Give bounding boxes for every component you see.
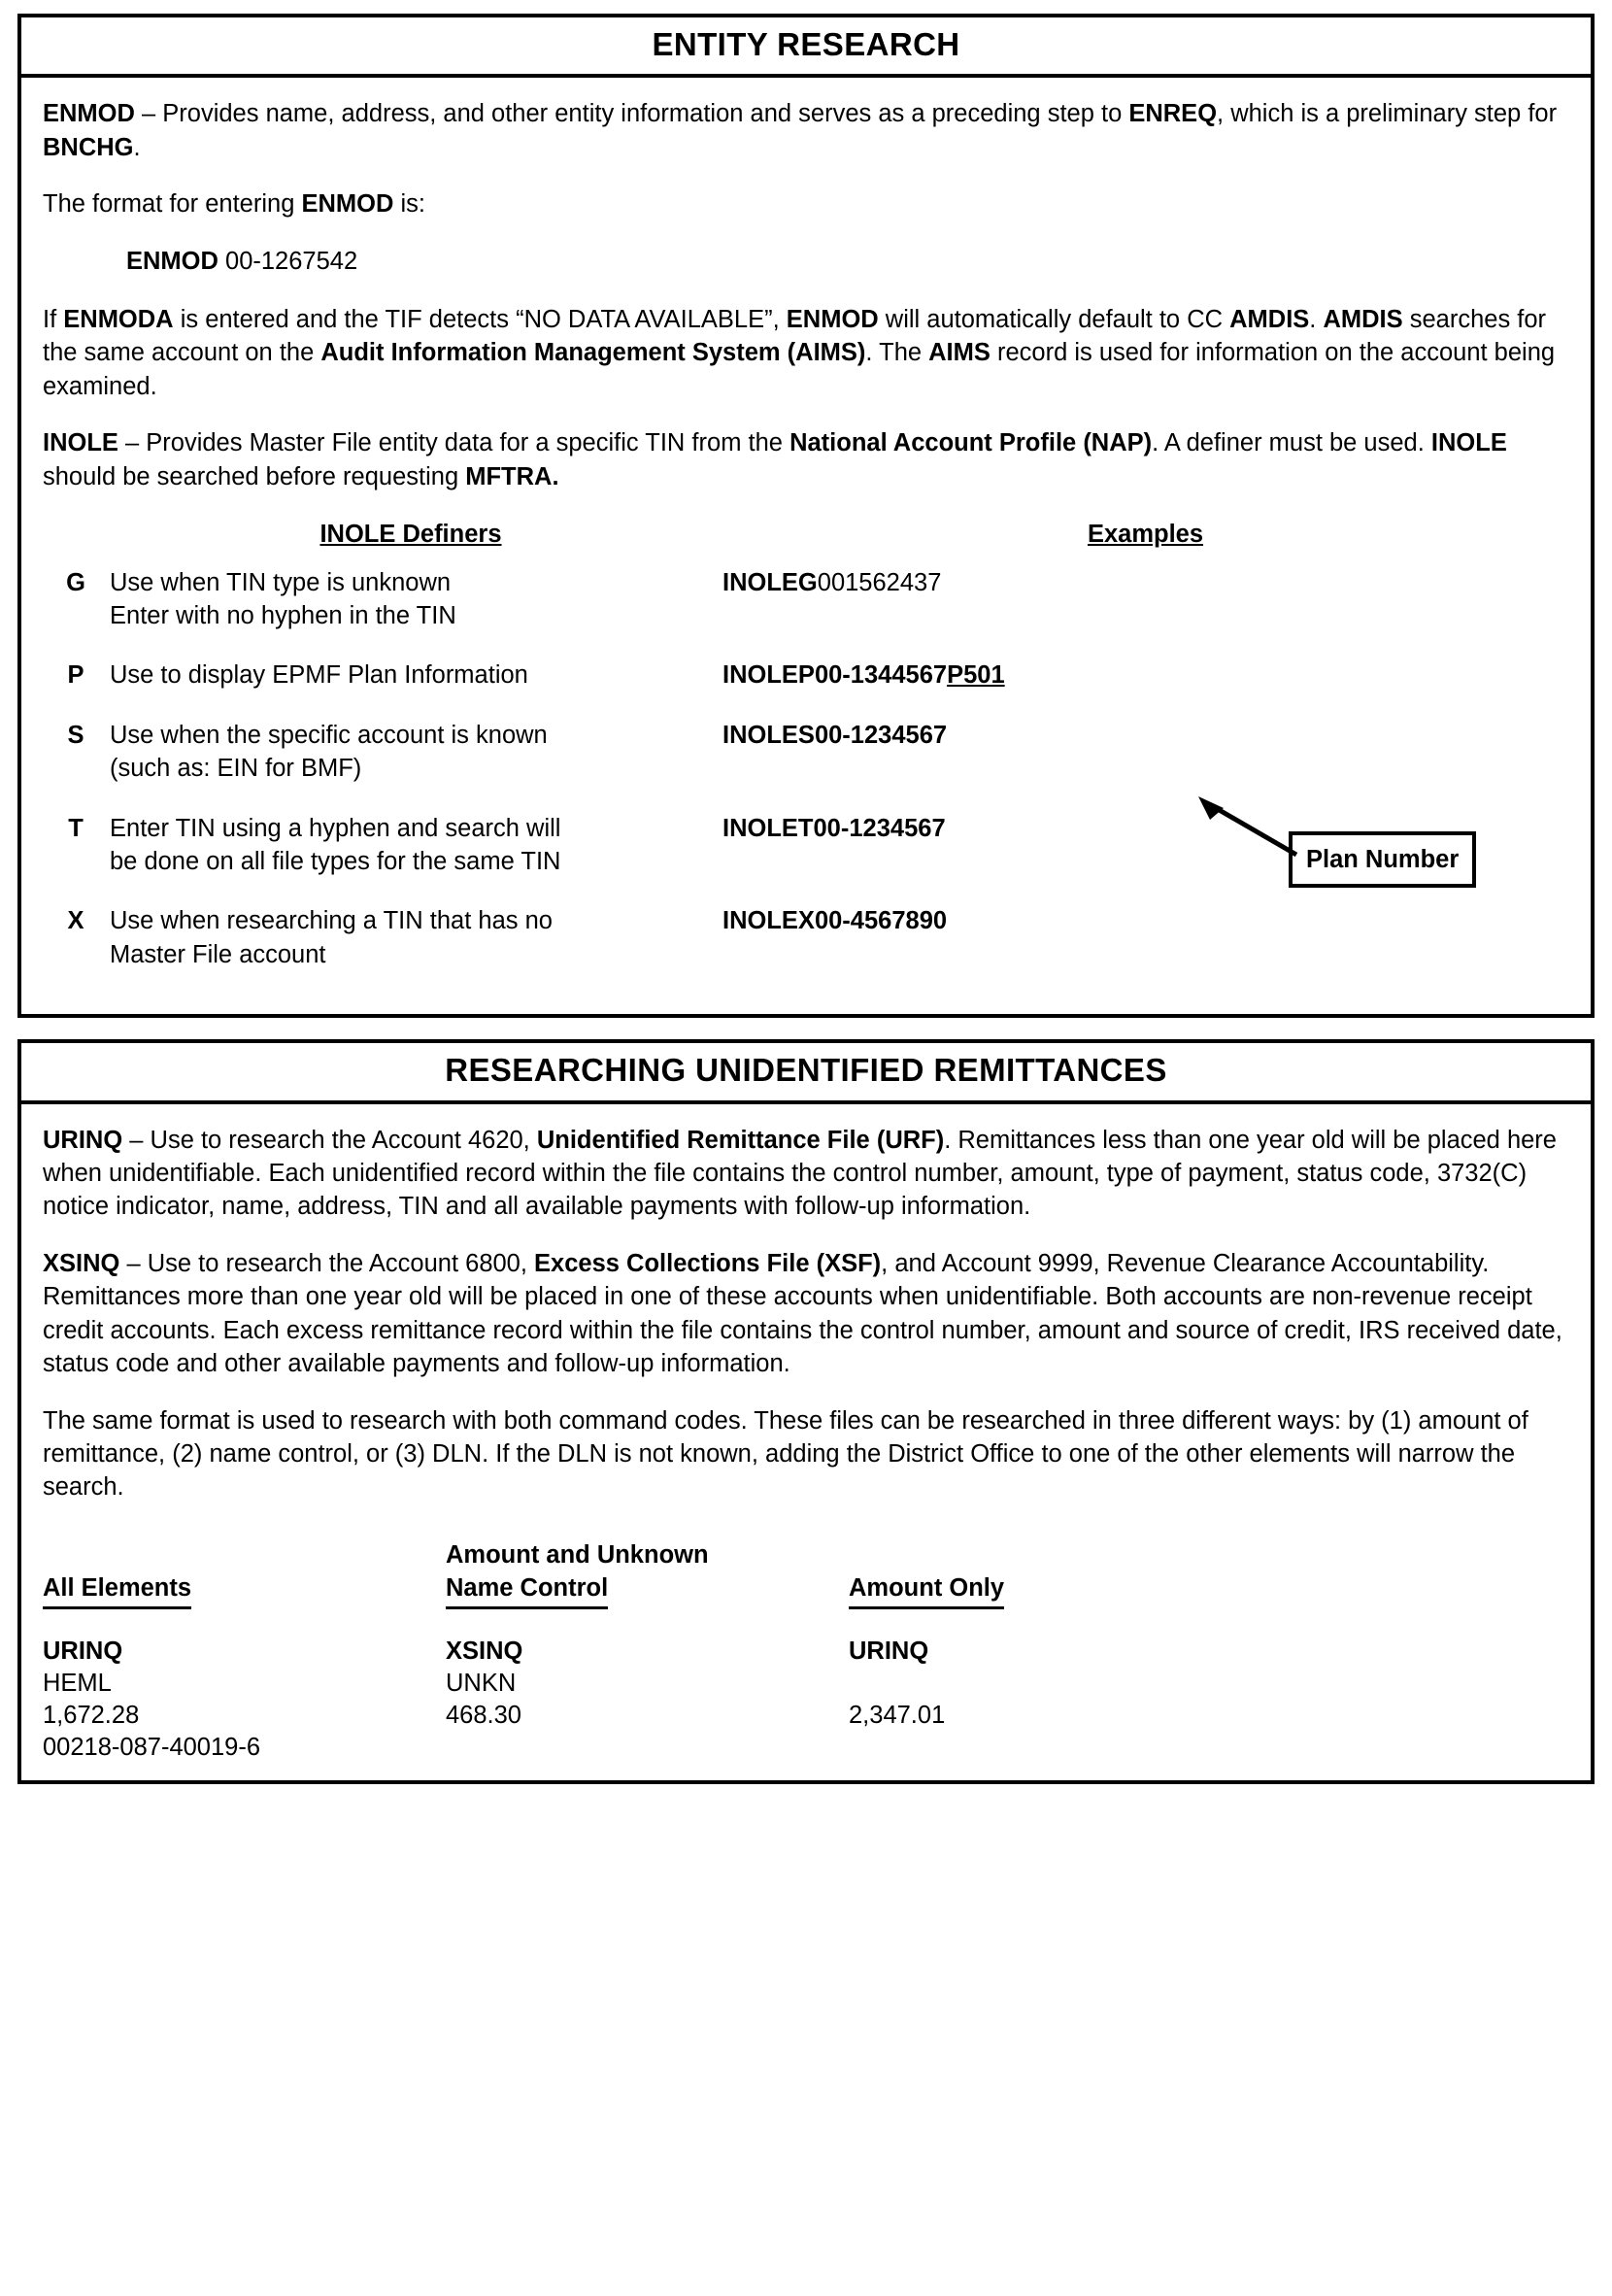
- column-all-elements: [43, 1534, 446, 1763]
- term-bnchg: BNCHG: [43, 133, 134, 161]
- remittances-panel: [17, 1039, 1595, 1784]
- table-row: [43, 565, 1569, 658]
- definer-example-value: 00-1234567: [814, 721, 948, 749]
- column-value-line: 1,672.28: [43, 1701, 140, 1729]
- definer-example-value: 001562437: [817, 568, 942, 596]
- remittances-title: RESEARCHING UNIDENTIFIED REMITTANCES: [21, 1043, 1591, 1103]
- table-row: [43, 718, 1569, 811]
- column-value-line: 468.30: [446, 1701, 521, 1729]
- paragraph-xsinq: XSINQ – Use to research the Account 6800, Excess Collections File (XSF), and Account 9999, Revenue Clearance Accountability. Remittances more than one year old will be placed in one of these accounts when unidentifiable. Both accounts are non-revenue receipt credit accounts. Each excess remittance record within the file contains the control number, amount and source of credit, IRS received date, status code and other available payments and follow-up information.: [43, 1249, 1562, 1378]
- example-enmod-line: [43, 245, 1569, 278]
- term-nap: National Account Profile (NAP): [789, 429, 1153, 457]
- term-amdis: AMDIS: [1229, 305, 1310, 333]
- example-enmod-command: ENMOD: [126, 247, 218, 275]
- definer-desc-line2: Enter with no hyphen in the TIN: [110, 601, 456, 629]
- definer-letter: G: [66, 568, 85, 596]
- definer-letter: P: [67, 661, 84, 690]
- column-header-wrap: [849, 1534, 1257, 1609]
- term-xsf: Excess Collections File (XSF): [534, 1249, 882, 1277]
- definer-example-value: 00-1234567: [813, 814, 946, 842]
- column-command-code: URINQ: [849, 1637, 929, 1665]
- definer-example-command: INOLEG: [722, 568, 818, 596]
- column-header-wrap: [43, 1534, 446, 1609]
- paragraph-enmod-intro: [43, 97, 1569, 164]
- paragraph-format-intro: [43, 187, 1569, 220]
- column-header-line2: Name Control: [446, 1571, 608, 1608]
- definer-desc-line1: Use when researching a TIN that has no: [110, 907, 553, 935]
- definer-example-command: INOLES: [722, 721, 815, 749]
- term-aims: AIMS: [928, 339, 991, 367]
- definer-example-plan-number: P501: [947, 661, 1005, 690]
- definer-desc-line2: be done on all file types for the same TIN: [110, 848, 561, 876]
- definer-description: [109, 658, 713, 717]
- term-inole: INOLE: [43, 429, 118, 457]
- text-period: .: [133, 133, 141, 161]
- definer-example-value: 00-1344567: [814, 661, 948, 690]
- term-enmoda: ENMODA: [63, 305, 174, 333]
- column-amount-only: [849, 1534, 1257, 1763]
- definer-letter: T: [68, 814, 84, 842]
- definer-letter: X: [67, 907, 84, 935]
- paragraph-enmoda: If ENMODA is entered and the TIF detects “NO DATA AVAILABLE”, ENMOD will automatically default to CC AMDIS. AMDIS searches for the same account on the Audit Information Management System (AIMS). The AIMS record is used for information on the account being examined.: [43, 305, 1556, 400]
- definer-example-command: INOLEX: [722, 907, 815, 935]
- definer-desc-line1: Use when the specific account is known: [110, 721, 548, 749]
- header-examples: Examples: [1087, 521, 1204, 549]
- definer-desc-line2: Master File account: [110, 940, 326, 968]
- example-enmod-tin: 00-1267542: [218, 247, 358, 275]
- term-aims-system: Audit Information Management System (AIMS): [320, 339, 866, 367]
- definer-letter: S: [67, 721, 84, 749]
- definer-example-value: 00-4567890: [814, 907, 948, 935]
- paragraph-format: The same format is used to research with both command codes. These files can be researched in three different ways: by (1) amount of remittance, (2) name control, or (3) DLN. If the DLN is not known, adding the District Office to one of the other elements will narrow the search.: [43, 1406, 1528, 1502]
- definer-example: [713, 903, 1569, 996]
- term-enreq: ENREQ: [1128, 100, 1218, 128]
- term-mftra: MFTRA.: [465, 462, 559, 490]
- text-enreq-desc: , which is a preliminary step for: [1217, 100, 1558, 128]
- term-inole-2: INOLE: [1430, 429, 1507, 457]
- column-value-line: [849, 1668, 1257, 1700]
- column-header-line2: Amount Only: [849, 1571, 1004, 1608]
- entity-research-title: ENTITY RESEARCH: [21, 17, 1591, 78]
- definer-description: [109, 903, 713, 996]
- definer-example: [713, 565, 1569, 658]
- definer-example-command: INOLET: [722, 814, 814, 842]
- header-blank: [43, 517, 109, 564]
- plan-number-callout: Plan Number: [1289, 831, 1476, 888]
- entity-research-body: [21, 78, 1591, 1014]
- term-enmod: ENMOD: [43, 100, 135, 128]
- definer-description: [109, 718, 713, 811]
- term-amdis-2: AMDIS: [1323, 305, 1403, 333]
- inole-definers-table: [43, 517, 1569, 996]
- definer-example: [713, 718, 1569, 811]
- paragraph-inole: INOLE – Provides Master File entity data for a specific TIN from the National Account Profile (NAP). A definer must be used. INOLE should be searched before requesting MFTRA.: [43, 429, 1507, 490]
- column-value-line: 00218-087-40019-6: [43, 1733, 261, 1761]
- definer-example: [713, 658, 1569, 717]
- entity-research-panel: [17, 14, 1595, 1018]
- term-urinq: URINQ: [43, 1126, 123, 1154]
- table-header-row: [43, 517, 1569, 564]
- column-value-line: HEML: [43, 1670, 112, 1698]
- column-command-code: URINQ: [43, 1637, 123, 1665]
- table-row: [43, 658, 1569, 717]
- definer-desc-line2: (such as: EIN for BMF): [110, 755, 362, 783]
- examples-columns: [43, 1534, 1569, 1763]
- definer-description: [109, 565, 713, 658]
- term-xsinq: XSINQ: [43, 1249, 120, 1277]
- text-format-suffix: is:: [393, 190, 425, 219]
- definer-desc-line1: Use to display EPMF Plan Information: [110, 661, 528, 690]
- definer-description: [109, 811, 713, 904]
- text-format-prefix: The format for entering: [43, 190, 302, 219]
- column-command-code: XSINQ: [446, 1637, 523, 1665]
- column-value-line: 2,347.01: [849, 1701, 946, 1729]
- column-header-line1: Amount and Unknown: [446, 1540, 709, 1569]
- term-enmod-2: ENMOD: [301, 190, 394, 219]
- table-row: [43, 903, 1569, 996]
- term-urf: Unidentified Remittance File (URF): [536, 1126, 945, 1154]
- column-header-line2: All Elements: [43, 1571, 191, 1608]
- definer-desc-line1: Use when TIN type is unknown: [110, 568, 452, 596]
- column-header-wrap: [446, 1534, 849, 1609]
- text-enmod-desc: – Provides name, address, and other entity information and serves as a preceding step to: [134, 100, 1129, 128]
- paragraph-urinq: URINQ – Use to research the Account 4620, Unidentified Remittance File (URF). Remittances less than one year old will be placed here when unidentifiable. Each unidentified record within the file contains the control number, amount, type of payment, status code, 3732(C) notice indicator, name, address, TIN and all available payments with follow-up information.: [43, 1126, 1557, 1221]
- column-amount-unknown-name-control: [446, 1534, 849, 1763]
- header-inole-definers: INOLE Definers: [319, 521, 502, 549]
- definer-desc-line1: Enter TIN using a hyphen and search will: [110, 814, 561, 842]
- definer-example-command: INOLEP: [722, 661, 815, 690]
- remittances-body: [21, 1104, 1591, 1781]
- callout-arrow-icon: [1194, 794, 1301, 862]
- term-enmod-3: ENMOD: [786, 305, 879, 333]
- column-value-line: UNKN: [446, 1670, 517, 1698]
